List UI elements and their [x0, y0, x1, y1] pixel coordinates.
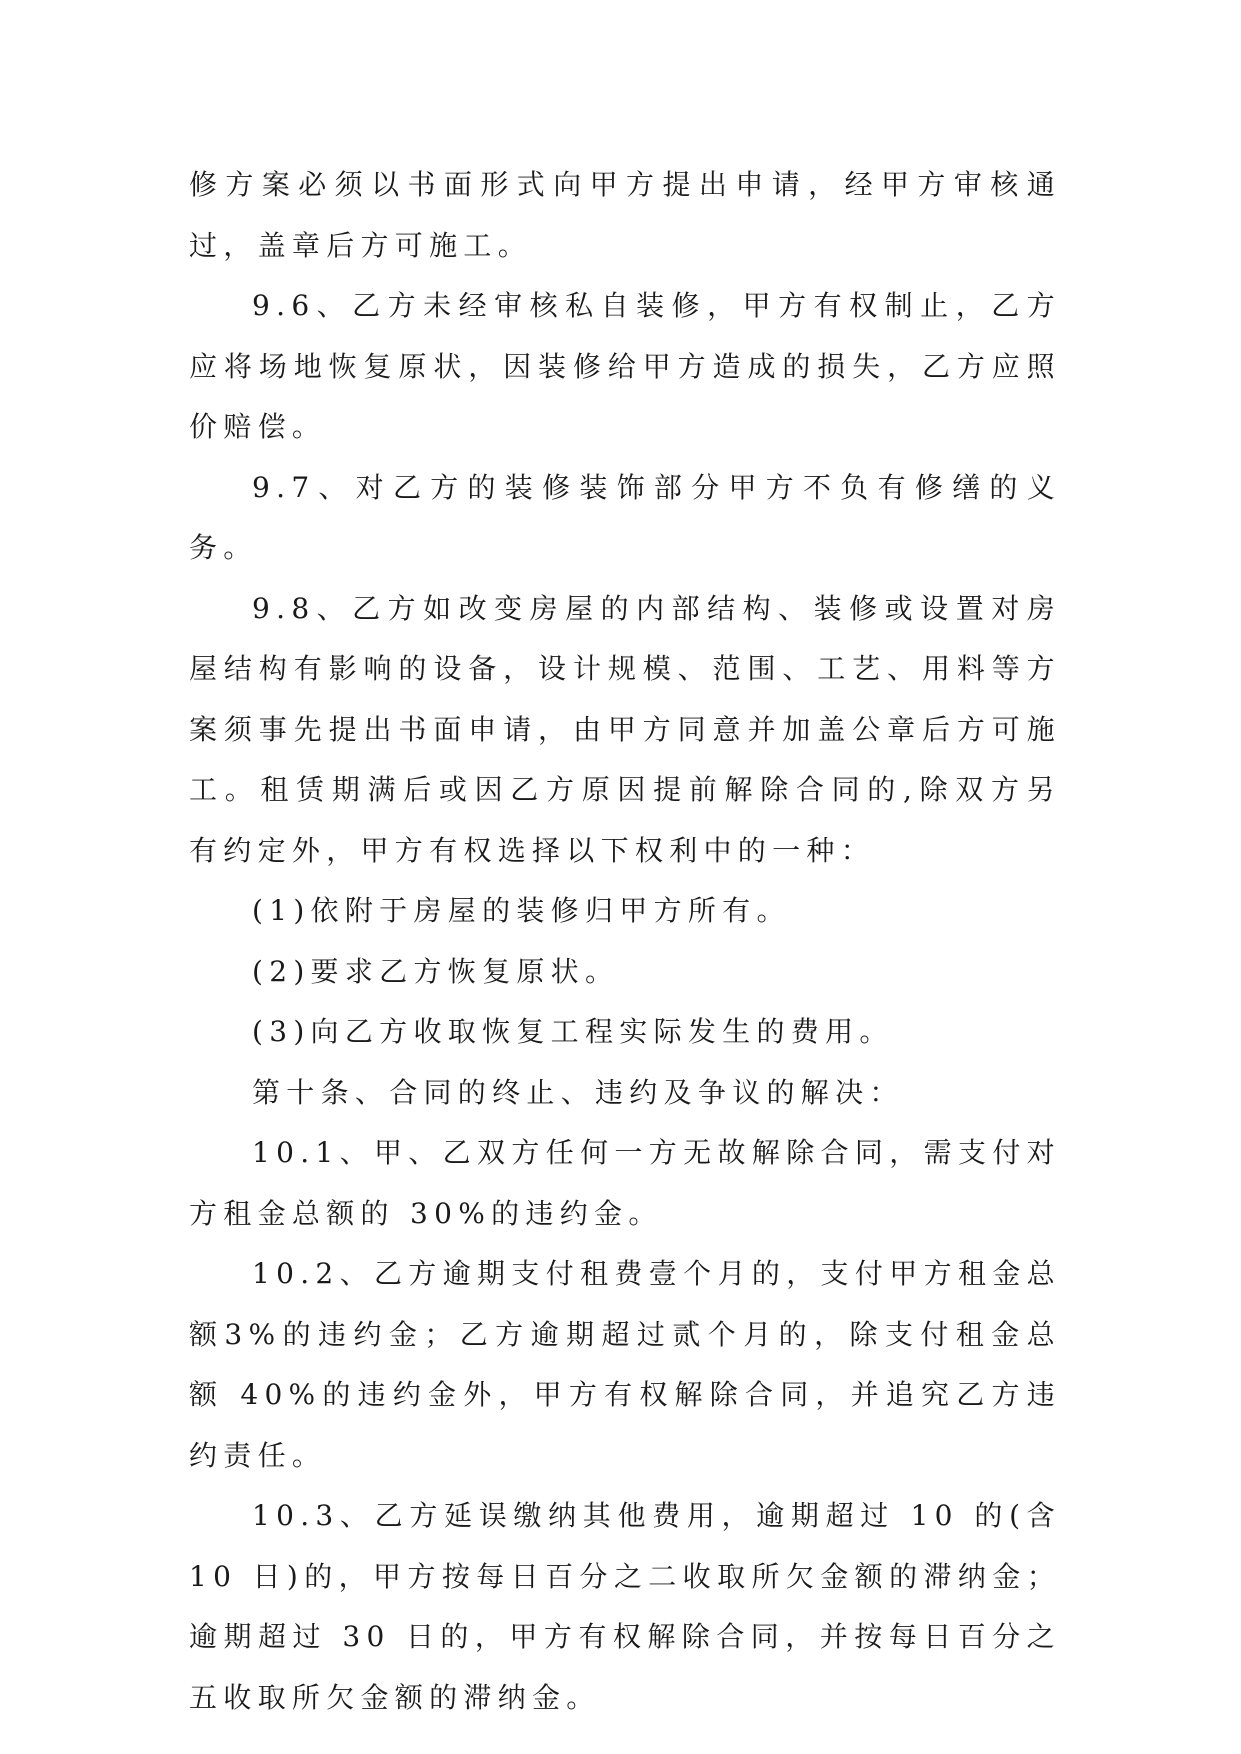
list-item-1: (1)依附于房屋的装修归甲方所有。 — [252, 894, 791, 927]
paragraph-10-3: 10.3、乙方延误缴纳其他费用，逾期超过 10 的(含 10 日)的，甲方按每日百分之二收取所欠金额的滞纳金；逾期超过 30 日的，甲方有权解除合同，并按每日百分之五收取所欠金额的滞纳金。 — [189, 1499, 1061, 1714]
list-item-3: (3)向乙方收取恢复工程实际发生的费用。 — [252, 1015, 894, 1048]
paragraph-9-8: 9.8、乙方如改变房屋的内部结构、装修或设置对房屋结构有影响的设备，设计规模、范围、工艺、用料等方案须事先提出书面申请，由甲方同意并加盖公章后方可施工。租赁期满后或因乙方原因提前解除合同的,除双方另有约定外，甲方有权选择以下权利中的一种： — [189, 591, 1061, 867]
paragraph-continuation: 修方案必须以书面形式向甲方提出申请，经甲方审核通过，盖章后方可施工。 — [189, 168, 1061, 262]
paragraph-9-7: 9.7、对乙方的装修装饰部分甲方不负有修缮的义务。 — [189, 470, 1061, 564]
paragraph-10-2: 10.2、乙方逾期支付租费壹个月的，支付甲方租金总额3%的违约金；乙方逾期超过贰个月的，除支付租金总额 40%的违约金外，甲方有权解除合同，并追究乙方违约责任。 — [189, 1257, 1061, 1472]
paragraph-9-6: 9.6、乙方未经审核私自装修，甲方有权制止，乙方应将场地恢复原状，因装修给甲方造成的损失，乙方应照价赔偿。 — [189, 289, 1061, 443]
section-heading-article-10: 第十条、合同的终止、违约及争议的解决： — [252, 1075, 904, 1109]
paragraph-10-1: 10.1、甲、乙双方任何一方无故解除合同，需支付对方租金总额的 30%的违约金。 — [189, 1136, 1061, 1230]
list-item-2: (2)要求乙方恢复原状。 — [252, 954, 620, 988]
